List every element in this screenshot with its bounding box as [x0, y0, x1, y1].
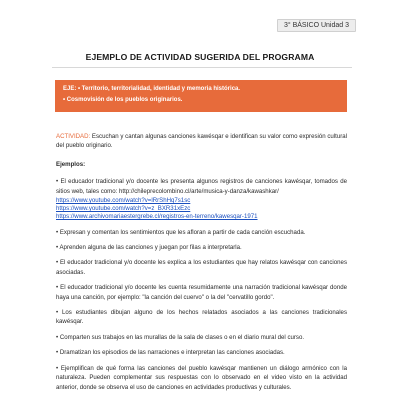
- bullet-item: • Dramatizan los episodios de las narraciones e interpretan las canciones asociadas.: [56, 349, 285, 357]
- activity-text: Escuchan y cantan algunas canciones kawésqar e identifican su valor como expresión cultural del pueblo originario.: [56, 133, 347, 150]
- activity-label: ACTIVIDAD:: [56, 133, 91, 140]
- page-title: EJEMPLO DE ACTIVIDAD SUGERIDA DEL PROGRAMA: [85, 52, 315, 62]
- axis-line-2: • Cosmovisión de los pueblos originarios.: [63, 97, 183, 103]
- activity-content: [56, 132, 347, 398]
- link-list: [56, 197, 347, 222]
- link-youtube-1[interactable]: https://www.youtube.com/watch?v=lRrShHq7s1sc: [56, 197, 191, 205]
- unit-badge: 3° BÁSICO Unidad 3: [277, 19, 356, 32]
- bullet-item: • Ejemplifican de qué forma las canciones del pueblo kawésqar mantienen un diálogo armónico con la naturaleza. Pueden complementar sus respuestas con lo observado en el video visto en la actividad anterior, donde se observa el uso de canciones en actividades productivas y culturales.: [56, 364, 347, 391]
- bullet-item: • Expresan y comentan los sentimientos que les afloran a partir de cada canción escuchada.: [56, 228, 306, 236]
- bullet-item: • Aprenden alguna de las canciones y juegan por filas a interpretarla.: [56, 244, 242, 252]
- link-archive[interactable]: https://www.archivomariaestergrebe.cl/registros-en-terreno/kawesqar-1971: [56, 213, 258, 221]
- activity-description: [56, 132, 347, 151]
- bullet-item: • Los estudiantes dibujan alguno de los hechos relatados asociados a las canciones tradicionales kawésqar.: [56, 309, 347, 326]
- axis-line-1: EJE: • Territorio, territorialidad, identidad y memoria histórica.: [63, 86, 241, 92]
- bullet-item: • Comparten sus trabajos en las murallas de la sala de clases o en el diario mural del curso.: [56, 333, 305, 341]
- bullet-item: • El educador tradicional y/o docente les cuenta resumidamente una narración tradicional kawésqar donde haya una canción, por ejemplo: "la canción del cuervo" o la del "cervatillo gordo".: [56, 284, 347, 301]
- examples-heading: Ejemplos:: [56, 160, 86, 168]
- bullet-item: • El educador tradicional y/o docente les explica a los estudiantes que hay relatos kawésqar con canciones asociadas.: [56, 259, 347, 276]
- link-youtube-2[interactable]: https://www.youtube.com/watch?v=z_BXR31xEzc: [56, 205, 191, 213]
- axes-box: [55, 80, 347, 112]
- example-intro: • El educador tradicional y/o docente les presenta algunos registros de canciones kawésqar, tomados de sitios web, tales como: http://chileprecolombino.cl/arte/musica-y-danza/kawashkar/: [56, 178, 347, 195]
- page-header: [0, 0, 400, 46]
- title-divider: [52, 67, 352, 68]
